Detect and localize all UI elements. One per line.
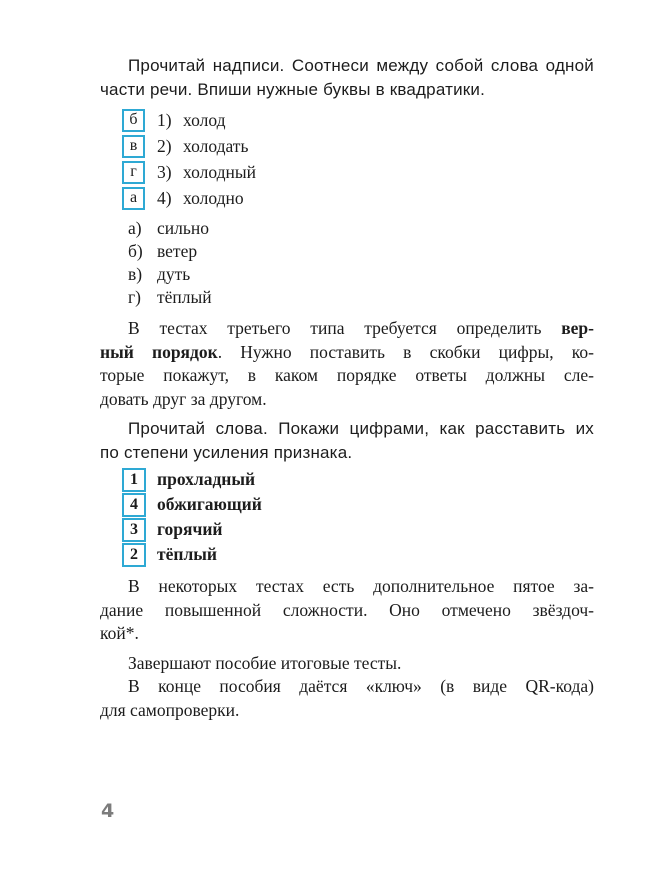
match-row <box>100 185 594 211</box>
match-row <box>100 107 594 133</box>
answer-box[interactable]: г <box>122 161 145 184</box>
answer-box[interactable]: 4 <box>122 493 146 517</box>
item-number: 2) <box>157 135 172 156</box>
paragraph-line: кой*. <box>100 623 139 643</box>
option-list <box>100 217 594 309</box>
answer-box[interactable]: а <box>122 187 145 210</box>
bold-segment: ный порядок <box>100 341 218 362</box>
option-label: а) <box>128 218 142 238</box>
item-number: 4) <box>157 187 172 208</box>
option-row <box>100 263 594 286</box>
text-segment: . Нужно поставить в скобки цифры, ко- <box>217 341 594 362</box>
paragraph-line <box>100 317 594 341</box>
item-word: холод <box>183 109 226 130</box>
item-number: 3) <box>157 161 172 182</box>
text-segment: В тестах третьего типа требуется определить <box>128 318 562 338</box>
item-word: тёплый <box>157 544 218 564</box>
paragraph-line: Прочитай слова. Покажи цифрами, как расставить их <box>128 419 594 438</box>
item-word: холодно <box>183 187 244 208</box>
answer-box[interactable]: в <box>122 135 145 158</box>
match-row <box>100 159 594 185</box>
paragraph-line: Завершают пособие итоговые тесты. <box>128 652 402 673</box>
match-row <box>100 133 594 159</box>
paragraph-line: В конце пособия даётся «ключ» (в виде QR-кода) <box>128 676 594 696</box>
paragraph-line: В некоторых тестах есть дополнительное пятое за- <box>128 576 594 596</box>
answer-box[interactable]: 3 <box>122 518 146 542</box>
answer-box[interactable]: 1 <box>122 468 146 492</box>
paragraph-line: Прочитай надписи. Соотнеси между собой слова одной <box>128 56 594 75</box>
match-list <box>100 107 594 211</box>
option-label: в) <box>128 264 143 284</box>
order-row <box>100 542 594 567</box>
item-word: обжигающий <box>157 494 262 514</box>
paragraph-closing-tests <box>100 652 594 676</box>
paragraph-line: довать друг за другом. <box>100 388 267 409</box>
paragraph-line <box>100 341 594 365</box>
option-word: ветер <box>157 241 198 261</box>
page-content <box>100 0 594 722</box>
option-row <box>100 217 594 240</box>
option-word: дуть <box>157 264 191 284</box>
item-word: горячий <box>157 519 223 539</box>
paragraph-match-task <box>100 54 594 102</box>
paragraph-order-task <box>100 417 594 465</box>
option-label: г) <box>128 287 142 307</box>
option-row <box>100 240 594 263</box>
paragraph-closing-key <box>100 675 594 722</box>
paragraph-line: по степени усиления признака. <box>100 443 353 462</box>
item-number: 1) <box>157 109 172 130</box>
order-row <box>100 517 594 542</box>
answer-box[interactable]: б <box>122 109 145 132</box>
option-word: тёплый <box>157 287 212 307</box>
bold-segment: вер- <box>561 318 594 338</box>
paragraph-line: части речи. Впиши нужные буквы в квадратики. <box>100 80 486 99</box>
option-word: сильно <box>157 218 209 238</box>
option-row <box>100 286 594 309</box>
page-number: 4 <box>101 800 115 822</box>
paragraph-line: для самопроверки. <box>100 699 240 720</box>
order-row <box>100 467 594 492</box>
answer-box[interactable]: 2 <box>122 543 146 567</box>
item-word: прохладный <box>157 469 256 489</box>
paragraph-order-explanation <box>100 317 594 411</box>
order-row <box>100 492 594 517</box>
paragraph-star-note <box>100 575 594 646</box>
item-word: холодный <box>183 161 256 182</box>
option-label: б) <box>128 241 143 261</box>
paragraph-line: торые покажут, в каком порядке ответы должны сле- <box>100 365 594 385</box>
paragraph-line: дание повышенной сложности. Оно отмечено звёздоч- <box>100 599 594 620</box>
item-word: холодать <box>183 135 249 156</box>
order-list <box>100 467 594 567</box>
